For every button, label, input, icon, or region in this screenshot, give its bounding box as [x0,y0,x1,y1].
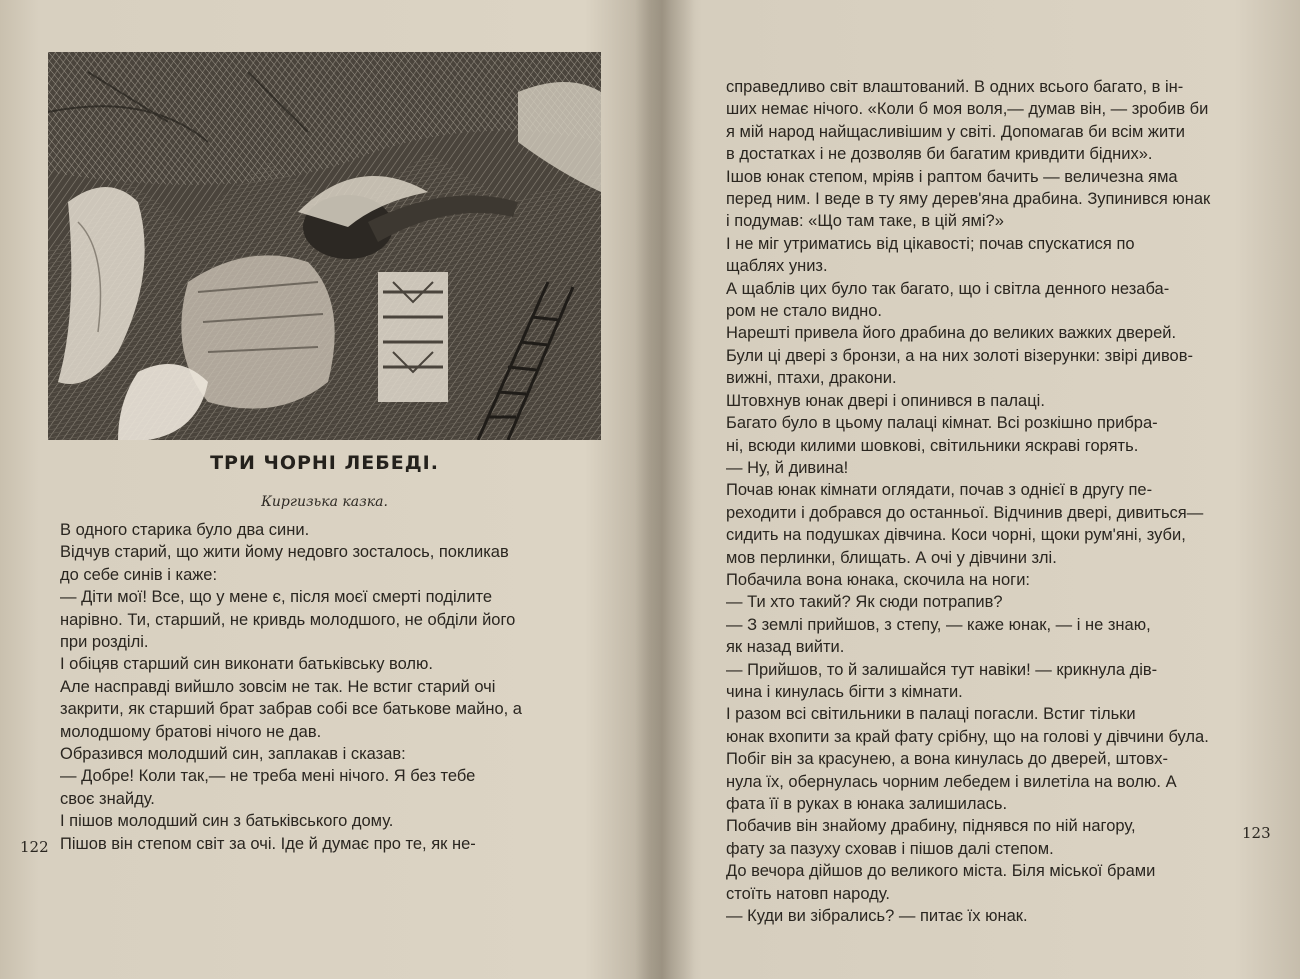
text-line: вижні, птахи, дракони. [726,369,897,388]
text-line: фату за пазуху сховав і пішов далі степом. [726,839,1054,858]
text-line: чина і кинулась бігти з кімнати. [726,682,963,701]
text-line: — Добре! Коли так,— не треба мені нічого. Я без тебе [60,767,476,786]
text-line: при розділі. [60,633,149,652]
text-line: ні, всюди килими шовкові, світильники яскраві горять. [726,436,1139,455]
text-line: Побачив він знайому драбину, піднявся по ній нагору, [726,817,1136,836]
text-line: в достатках і не дозволяв би багатим кривдити бідних». [726,145,1153,164]
text-line: як назад вийти. [726,638,845,657]
story-title: ТРИ ЧОРНІ ЛЕБЕДІ. [210,452,439,474]
text-line: до себе синів і каже: [60,565,218,584]
text-line: Побіг він за красунею, а вона кинулась до дверей, штовх- [726,750,1168,769]
text-line: До вечора дійшов до великого міста. Біля міської брами [726,862,1156,881]
text-line: Але насправді вийшло зовсім не так. Не встиг старий очі [60,677,496,696]
right-page [660,0,1300,979]
text-line: Ішов юнак степом, мріяв і раптом бачить — величезна яма [726,167,1178,186]
text-line: — Ти хто такий? Як сюди потрапив? [726,593,1003,612]
text-line: І обіцяв старший син виконати батьківську волю. [60,655,434,674]
right-body-text [726,76,1286,927]
text-line: фата її в руках в юнака залишилась. [726,795,1008,813]
text-line: Нарешті привела його драбина до великих важких дверей. [726,324,1177,343]
text-line: — Прийшов, то й залишайся тут навіки! — крикнула дів- [726,660,1158,679]
text-line: Багато було в цьому палаці кімнат. Всі розкішно прибра- [726,414,1158,433]
text-line: нула їх, обернулась чорним лебедем і вилетіла на волю. А [726,772,1177,791]
text-line: юнак вхопити за край фату срібну, що на голові у дівчини була. [726,727,1209,746]
text-line: Були ці двері з бронзи, а на них золоті візерунки: звірі дивов- [726,346,1193,365]
text-line: Образився молодший син, заплакав і сказав: [60,745,406,764]
text-line: нарівно. Ти, старший, не кривдь молодшого, не обділи його [60,610,516,629]
text-line: мов перлинки, блищать. А очі у дівчини злі. [726,548,1057,567]
text-line: — З землі прийшов, з степу, — каже юнак, — і не знаю, [726,615,1151,634]
left-body-text [60,519,600,855]
story-illustration [48,52,601,440]
text-line: Почав юнак кімнати оглядати, почав з однієї в другу пе- [726,481,1153,500]
page-number-left: 122 [20,838,49,856]
text-line: — Діти мої! Все, що у мене є, після моєї смерті поділите [60,588,493,607]
story-subtitle: Киргизька казка. [261,494,388,510]
text-line: І разом всі світильники в палаці погасли. Встиг тільки [726,705,1136,724]
text-line: Побачила вона юнака, скочила на ноги: [726,570,1030,589]
text-line: сидить на подушках дівчина. Коси чорні, щоки рум'яні, зуби, [726,526,1186,545]
text-line: молодшому братові нічого не дав. [60,722,322,741]
text-line: В одного старика було два сини. [60,521,310,539]
text-line: стоїть натовп народу. [726,884,890,903]
text-line: І пішов молодший син з батьківського дому. [60,812,394,831]
text-line: Пішов він степом світ за очі. Іде й думає про те, як не- [60,834,476,853]
text-line: щаблях униз. [726,257,828,276]
text-line: перед ним. І веде в ту яму дерев'яна драбина. Зупинився юнак [726,190,1211,209]
text-line: ших немає нічого. «Коли б моя воля,— думав він, — зробив би [726,100,1209,119]
text-line: своє знайду. [60,789,155,808]
text-line: Штовхнув юнак двері і опинився в палаці. [726,391,1045,410]
text-line: і подумав: «Що там таке, в цій ямі?» [726,212,1004,231]
engraving-image [48,52,601,440]
text-line: І не міг утриматись від цікавості; почав спускатися по [726,234,1135,253]
text-line: А щаблів цих було так багато, що і світла денного незаба- [726,279,1170,298]
text-line: справедливо світ влаштований. В одних всього багато, в ін- [726,78,1184,96]
text-line: — Ну, й дивина! [726,458,849,477]
text-line: я мій народ найщасливішим у світі. Допомагав би всім жити [726,122,1185,141]
text-line: реходити і добрався до останньої. Відчинив двері, дивиться— [726,503,1204,522]
text-line: — Куди ви зібрались? — питає їх юнак. [726,907,1028,926]
page-number-right: 123 [1242,824,1271,842]
text-line: ром не стало видно. [726,302,883,321]
text-line: закрити, як старший брат забрав собі все батькове майно, а [60,700,522,719]
text-line: Відчув старий, що жити йому недовго зосталось, покликав [60,543,509,562]
